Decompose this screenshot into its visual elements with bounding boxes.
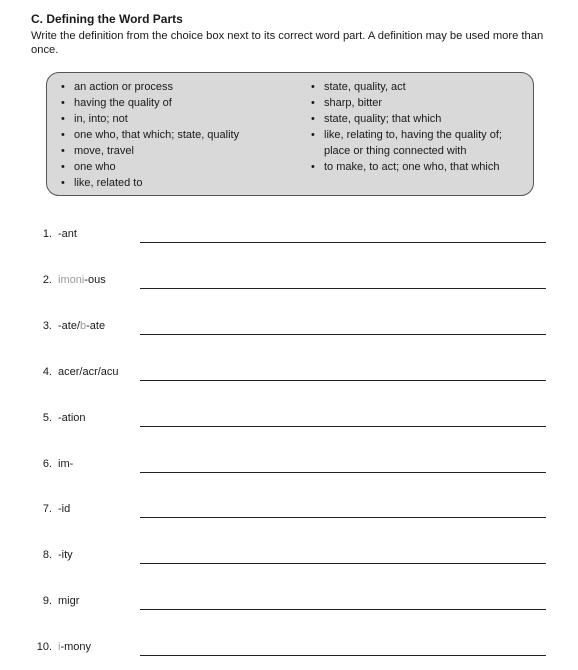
item-number: 4.: [42, 366, 52, 378]
choice-item-text: one who: [74, 161, 116, 173]
choice-box: [46, 72, 534, 196]
word-part-text: -ous: [84, 274, 106, 286]
word-part-text: -ation: [58, 412, 86, 424]
word-part-text: -ate: [86, 320, 106, 332]
word-part-label: [58, 640, 91, 654]
word-part-faint-text: b: [80, 320, 87, 332]
bullet-icon: •: [311, 161, 315, 173]
word-part-text: -ant: [58, 228, 77, 240]
word-part-label: [58, 365, 119, 379]
word-part-item: [0, 457, 578, 487]
choice-item-text: in, into; not: [74, 113, 128, 125]
word-part-faint-text: imoni: [58, 274, 85, 286]
item-number: 1.: [42, 228, 52, 240]
choice-item-text: an action or process: [74, 81, 174, 93]
word-part-label: [58, 411, 86, 425]
bullet-icon: •: [311, 129, 315, 141]
answer-line[interactable]: [140, 380, 546, 381]
word-part-text: migr: [58, 595, 80, 607]
word-part-text: im-: [58, 458, 74, 470]
word-part-label: [58, 273, 106, 287]
answer-line[interactable]: [140, 288, 546, 289]
word-part-item: [0, 411, 578, 441]
word-part-item: [0, 319, 578, 349]
word-part-label: [58, 457, 73, 471]
bullet-icon: •: [61, 177, 65, 189]
word-part-faint-text: i: [58, 641, 61, 653]
bullet-icon: •: [61, 129, 65, 141]
word-part-text: acer/acr/acu: [58, 366, 119, 378]
choice-item: [61, 159, 301, 175]
word-part-label: [58, 594, 79, 608]
answer-line[interactable]: [140, 334, 546, 335]
choice-item: [61, 143, 301, 159]
bullet-icon: •: [61, 97, 65, 109]
answer-line[interactable]: [140, 426, 546, 427]
answer-line[interactable]: [140, 517, 546, 518]
word-part-text: -mony: [60, 641, 92, 653]
word-part-item: [0, 594, 578, 624]
word-part-text: -ate/: [58, 320, 81, 332]
bullet-icon: •: [311, 97, 315, 109]
choice-item-text: state, quality; that which: [324, 113, 442, 125]
choice-item: [311, 127, 526, 159]
choice-item-text: move, travel: [74, 145, 134, 157]
section-heading: C. Defining the Word Parts: [31, 12, 183, 26]
choice-item: [311, 79, 526, 95]
choice-item: [311, 159, 526, 175]
answer-line[interactable]: [140, 242, 546, 243]
answer-line[interactable]: [140, 655, 546, 656]
choice-item: [61, 175, 301, 191]
bullet-icon: •: [61, 145, 65, 157]
item-number: 5.: [42, 412, 52, 424]
choice-item-text: having the quality of: [74, 97, 172, 109]
word-part-label: [58, 502, 70, 516]
choice-item-text: like, relating to, having the quality of; place or thing connected with: [324, 129, 502, 157]
bullet-icon: •: [61, 161, 65, 173]
item-number: 9.: [42, 595, 52, 607]
item-number: 7.: [42, 503, 52, 515]
item-number: 8.: [42, 549, 52, 561]
choice-item-text: state, quality, act: [324, 81, 406, 93]
bullet-icon: •: [61, 81, 65, 93]
choice-item-text: sharp, bitter: [324, 97, 383, 109]
choice-box-right-column: [311, 79, 526, 175]
bullet-icon: •: [311, 113, 315, 125]
word-part-item: [0, 227, 578, 257]
choice-item: [311, 95, 526, 111]
choice-item-text: one who, that which; state, quality: [74, 129, 240, 141]
choice-item-text: like, related to: [74, 177, 143, 189]
section-instructions: Write the definition from the choice box next to its correct word part. A definition may be used more than once.: [31, 30, 544, 56]
word-part-text: -ity: [58, 549, 73, 561]
choice-box-left-column: [61, 79, 301, 191]
choice-item: [61, 111, 301, 127]
word-part-label: [58, 319, 105, 333]
item-number: 6.: [42, 458, 52, 470]
choice-item: [311, 111, 526, 127]
choice-item: [61, 127, 301, 143]
choice-item-text: to make, to act; one who, that which: [324, 161, 500, 173]
answer-line[interactable]: [140, 563, 546, 564]
word-part-item: [0, 365, 578, 395]
word-part-label: [58, 548, 73, 562]
item-number: 10.: [36, 641, 52, 653]
word-part-item: [0, 502, 578, 532]
word-part-item: [0, 273, 578, 303]
answer-line[interactable]: [140, 472, 546, 473]
word-part-item: [0, 548, 578, 578]
item-number: 2.: [42, 274, 52, 286]
choice-item: [61, 95, 301, 111]
item-number: 3.: [42, 320, 52, 332]
bullet-icon: •: [311, 81, 315, 93]
word-part-text: -id: [58, 503, 71, 515]
word-part-label: [58, 227, 77, 241]
choice-item: [61, 79, 301, 95]
bullet-icon: •: [61, 113, 65, 125]
answer-line[interactable]: [140, 609, 546, 610]
